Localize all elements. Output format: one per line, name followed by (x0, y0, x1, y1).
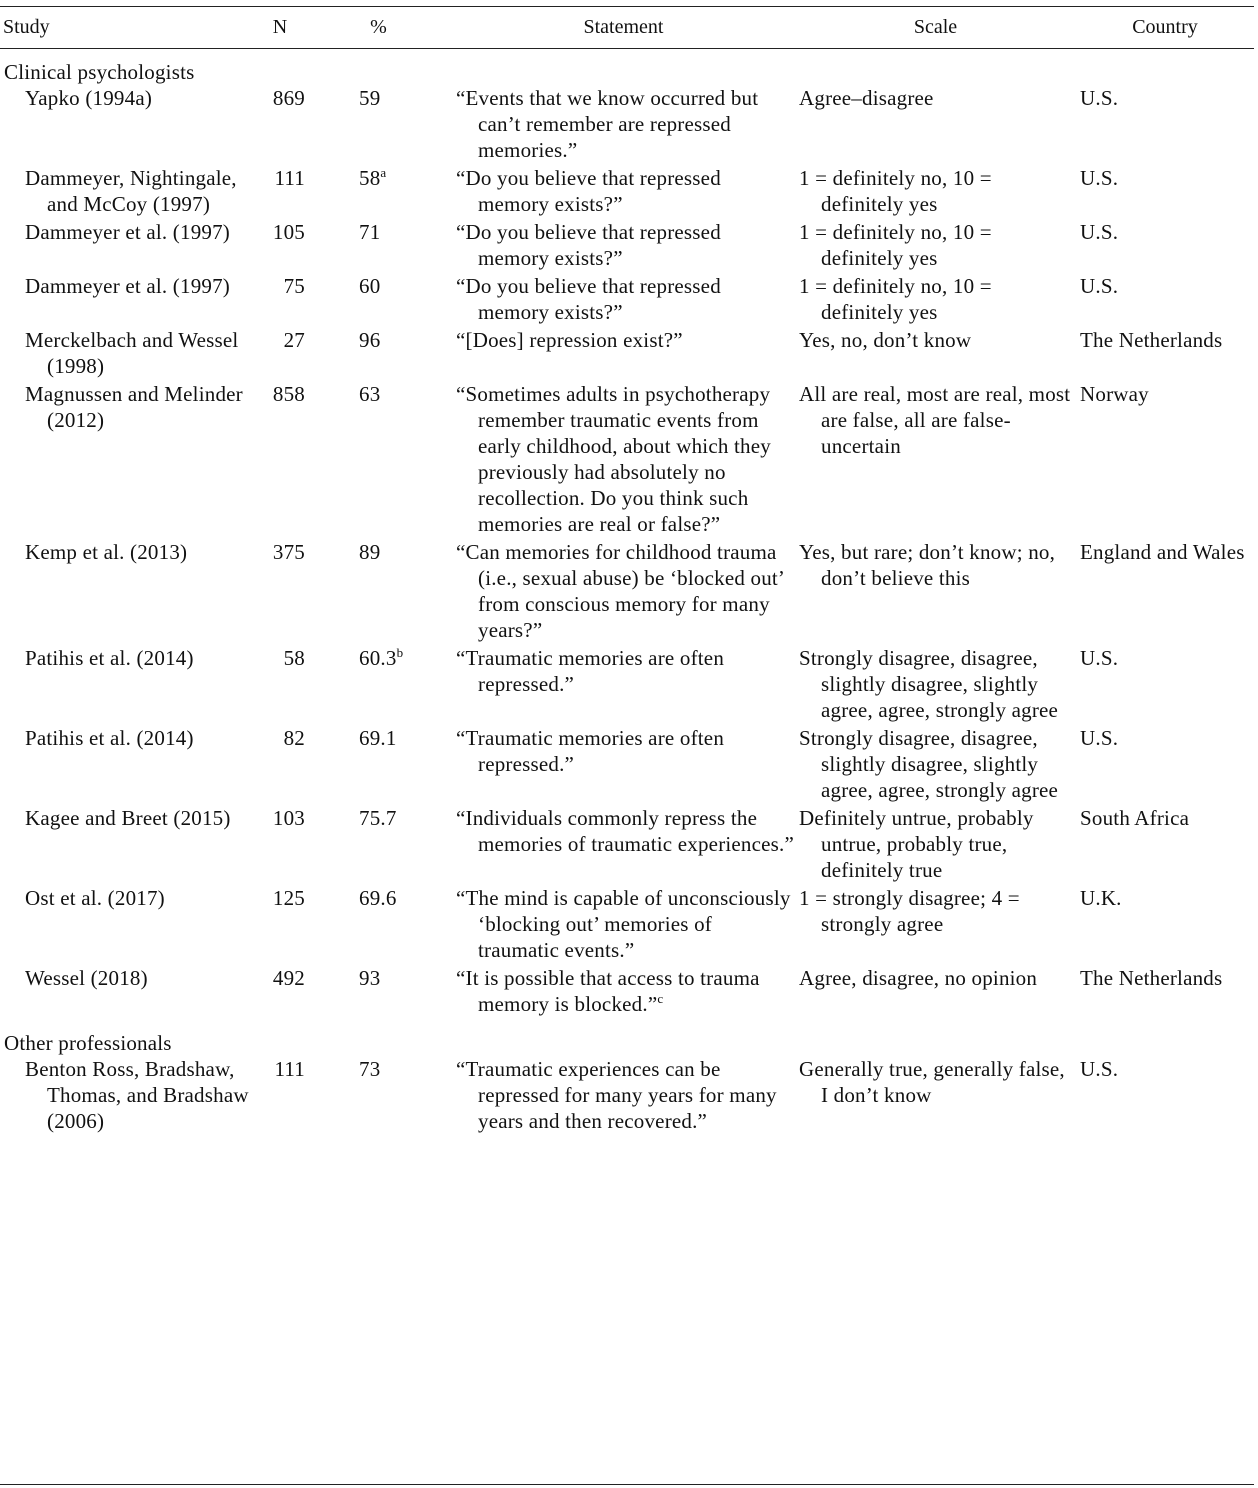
cell-scale (795, 805, 1076, 885)
cell-country-text: U.S. (1080, 220, 1119, 244)
cell-country-text: U.S. (1080, 1057, 1119, 1081)
header-row (0, 6, 1254, 48)
cell-study (0, 381, 255, 539)
cell-country-text: England and Wales (1080, 540, 1245, 564)
group-label: Clinical psychologists (4, 60, 195, 84)
cell-study-text: Merckelbach and Wessel (1998) (25, 328, 239, 378)
cell-country-text: The Netherlands (1080, 328, 1223, 352)
cell-scale-text: 1 = definitely no, 10 = definitely yes (799, 166, 992, 216)
cell-percent-text: 93 (359, 966, 381, 990)
cell-scale-text: 1 = definitely no, 10 = definitely yes (799, 220, 992, 270)
cell-statement (452, 85, 795, 165)
cell-scale (795, 539, 1076, 645)
col-header-percent: % (370, 15, 387, 38)
cell-n-text: 869 (272, 86, 305, 110)
cell-percent-text: 96 (359, 328, 381, 352)
col-header-n: N (272, 15, 288, 38)
cell-percent (305, 1056, 452, 1136)
cell-percent (305, 645, 452, 725)
table-body (0, 48, 1254, 1136)
cell-statement (452, 381, 795, 539)
cell-statement (452, 327, 795, 381)
cell-n (255, 725, 305, 805)
cell-n-text: 58 (283, 646, 305, 670)
cell-statement (452, 165, 795, 219)
cell-scale (795, 725, 1076, 805)
table-row (0, 539, 1254, 645)
cell-scale (795, 327, 1076, 381)
cell-n-text: 375 (272, 540, 305, 564)
cell-n-text: 103 (272, 806, 305, 830)
cell-scale-text: 1 = strongly disagree; 4 = strongly agree (799, 886, 1020, 936)
cell-study (0, 327, 255, 381)
cell-scale-text: 1 = definitely no, 10 = definitely yes (799, 274, 992, 324)
col-header-scale: Scale (913, 15, 958, 38)
group-label: Other professionals (4, 1031, 172, 1055)
cell-percent (305, 885, 452, 965)
cell-percent-text: 60.3 (359, 646, 397, 670)
cell-study-text: Patihis et al. (2014) (25, 726, 194, 750)
cell-n (255, 165, 305, 219)
cell-scale-text: Agree–disagree (799, 86, 934, 110)
cell-scale-text: Strongly disagree, disagree, slightly disagree, slightly agree, agree, strongly agree (799, 726, 1059, 802)
cell-n-text: 492 (272, 966, 305, 990)
cell-scale (795, 381, 1076, 539)
cell-country-text: South Africa (1080, 806, 1190, 830)
cell-statement (452, 725, 795, 805)
cell-percent (305, 165, 452, 219)
table-row (0, 85, 1254, 165)
table-row (0, 327, 1254, 381)
cell-n-text: 111 (274, 166, 305, 190)
cell-n-text: 105 (272, 220, 305, 244)
table-row (0, 219, 1254, 273)
cell-percent (305, 85, 452, 165)
cell-study (0, 219, 255, 273)
cell-n (255, 539, 305, 645)
cell-percent-text: 60 (359, 274, 381, 298)
cell-country-text: U.K. (1080, 886, 1122, 910)
cell-n-text: 82 (283, 726, 305, 750)
table-row (0, 805, 1254, 885)
cell-percent (305, 805, 452, 885)
cell-country (1076, 327, 1254, 381)
cell-percent (305, 219, 452, 273)
cell-study-text: Dammeyer, Nightingale, and McCoy (1997) (25, 166, 237, 216)
footnote-marker: c (657, 991, 664, 1006)
cell-study (0, 273, 255, 327)
group-row (0, 1019, 1254, 1056)
group-row (0, 48, 1254, 85)
cell-study (0, 965, 255, 1019)
col-header-statement: Statement (583, 15, 664, 38)
cell-statement-text: “Sometimes adults in psychotherapy remember traumatic events from early childhood, about which they previously had absolutely no recollection. Do you think such memories are real or false?” (456, 382, 771, 536)
cell-scale (795, 219, 1076, 273)
cell-percent-text: 69.1 (359, 726, 397, 750)
table-row (0, 885, 1254, 965)
cell-country (1076, 219, 1254, 273)
cell-statement (452, 273, 795, 327)
cell-percent (305, 539, 452, 645)
cell-study (0, 1056, 255, 1136)
cell-n (255, 1056, 305, 1136)
cell-percent-text: 69.6 (359, 886, 397, 910)
cell-country (1076, 805, 1254, 885)
cell-n-text: 27 (283, 328, 305, 352)
footnote-marker: b (396, 645, 404, 660)
cell-scale (795, 85, 1076, 165)
cell-study-text: Dammeyer et al. (1997) (25, 274, 230, 298)
cell-percent-text: 89 (359, 540, 381, 564)
cell-study-text: Dammeyer et al. (1997) (25, 220, 230, 244)
cell-scale (795, 885, 1076, 965)
cell-percent-text: 63 (359, 382, 381, 406)
cell-study (0, 885, 255, 965)
cell-study-text: Kagee and Breet (2015) (25, 806, 231, 830)
cell-n-text: 111 (274, 1057, 305, 1081)
cell-statement-text: “Do you believe that repressed memory exists?” (456, 274, 721, 324)
cell-study (0, 645, 255, 725)
cell-study-text: Kemp et al. (2013) (25, 540, 188, 564)
cell-study-text: Benton Ross, Bradshaw, Thomas, and Bradshaw (2006) (25, 1057, 249, 1133)
studies-table (0, 6, 1254, 1136)
cell-scale (795, 645, 1076, 725)
cell-scale-text: Agree, disagree, no opinion (799, 966, 1038, 990)
cell-scale-text: Definitely untrue, probably untrue, probably true, definitely true (799, 806, 1034, 882)
cell-study-text: Patihis et al. (2014) (25, 646, 194, 670)
cell-study-text: Ost et al. (2017) (25, 886, 165, 910)
table-row (0, 965, 1254, 1019)
cell-statement (452, 885, 795, 965)
table-row (0, 165, 1254, 219)
cell-scale-text: Yes, no, don’t know (799, 328, 972, 352)
cell-study (0, 165, 255, 219)
footnote-marker: a (380, 165, 387, 180)
cell-statement (452, 645, 795, 725)
cell-scale-text: Yes, but rare; don’t know; no, don’t believe this (799, 540, 1056, 590)
table-row (0, 725, 1254, 805)
cell-country-text: U.S. (1080, 166, 1119, 190)
cell-percent-text: 58 (359, 166, 381, 190)
cell-statement-text: “[Does] repression exist?” (456, 328, 683, 352)
cell-scale-text: All are real, most are real, most are false, all are false-uncertain (799, 382, 1071, 458)
cell-statement (452, 539, 795, 645)
cell-percent (305, 327, 452, 381)
cell-statement-text: “Traumatic experiences can be repressed for many years for many years and then recovered.” (456, 1057, 777, 1133)
cell-percent-text: 73 (359, 1057, 381, 1081)
cell-country-text: U.S. (1080, 274, 1119, 298)
cell-n-text: 75 (283, 274, 305, 298)
cell-statement-text: “Do you believe that repressed memory exists?” (456, 220, 721, 270)
cell-n (255, 85, 305, 165)
cell-n (255, 965, 305, 1019)
cell-country-text: U.S. (1080, 726, 1119, 750)
cell-country-text: U.S. (1080, 86, 1119, 110)
cell-study (0, 539, 255, 645)
cell-country-text: Norway (1080, 382, 1149, 406)
cell-study-text: Yapko (1994a) (25, 86, 153, 110)
cell-statement-text: “Do you believe that repressed memory exists?” (456, 166, 721, 216)
cell-country (1076, 645, 1254, 725)
cell-country (1076, 165, 1254, 219)
cell-percent-text: 75.7 (359, 806, 397, 830)
cell-statement (452, 1056, 795, 1136)
cell-n (255, 885, 305, 965)
cell-study-text: Wessel (2018) (25, 966, 148, 990)
cell-statement-text: “Can memories for childhood trauma (i.e., sexual abuse) be ‘blocked out’ from conscious memory for many years?” (456, 540, 784, 642)
cell-study (0, 805, 255, 885)
cell-n-text: 858 (272, 382, 305, 406)
cell-study (0, 85, 255, 165)
cell-country (1076, 85, 1254, 165)
cell-statement (452, 805, 795, 885)
cell-n (255, 645, 305, 725)
table-row (0, 273, 1254, 327)
cell-statement-text: “Individuals commonly repress the memories of traumatic experiences.” (456, 806, 795, 856)
cell-study (0, 725, 255, 805)
cell-scale (795, 965, 1076, 1019)
cell-statement-text: “It is possible that access to trauma memory is blocked.” (456, 966, 760, 1016)
cell-country (1076, 1056, 1254, 1136)
cell-country (1076, 725, 1254, 805)
cell-country-text: The Netherlands (1080, 966, 1223, 990)
cell-country (1076, 965, 1254, 1019)
cell-percent (305, 381, 452, 539)
cell-statement (452, 219, 795, 273)
cell-n (255, 805, 305, 885)
cell-percent (305, 725, 452, 805)
col-header-country: Country (1132, 15, 1198, 38)
table-row (0, 645, 1254, 725)
cell-statement-text: “Events that we know occurred but can’t remember are repressed memories.” (456, 86, 759, 162)
cell-country (1076, 539, 1254, 645)
cell-n (255, 219, 305, 273)
col-header-study: Study (3, 15, 50, 38)
cell-n (255, 327, 305, 381)
cell-scale (795, 273, 1076, 327)
cell-statement-text: “Traumatic memories are often repressed.” (456, 646, 725, 696)
cell-statement (452, 965, 795, 1019)
table-row (0, 381, 1254, 539)
cell-country-text: U.S. (1080, 646, 1119, 670)
cell-percent-text: 59 (359, 86, 381, 110)
cell-n (255, 273, 305, 327)
cell-statement-text: “Traumatic memories are often repressed.” (456, 726, 725, 776)
table-row (0, 1056, 1254, 1136)
cell-percent-text: 71 (359, 220, 381, 244)
cell-study-text: Magnussen and Melinder (2012) (25, 382, 243, 432)
cell-statement-text: “The mind is capable of unconsciously ‘blocking out’ memories of traumatic events.” (456, 886, 791, 962)
cell-percent (305, 965, 452, 1019)
cell-percent (305, 273, 452, 327)
cell-scale-text: Strongly disagree, disagree, slightly disagree, slightly agree, agree, strongly agree (799, 646, 1059, 722)
cell-n (255, 381, 305, 539)
cell-country (1076, 381, 1254, 539)
cell-scale (795, 165, 1076, 219)
bottom-rule (0, 1484, 1254, 1485)
cell-n-text: 125 (272, 886, 305, 910)
cell-country (1076, 885, 1254, 965)
cell-scale-text: Generally true, generally false, I don’t know (799, 1057, 1065, 1107)
cell-country (1076, 273, 1254, 327)
cell-scale (795, 1056, 1076, 1136)
